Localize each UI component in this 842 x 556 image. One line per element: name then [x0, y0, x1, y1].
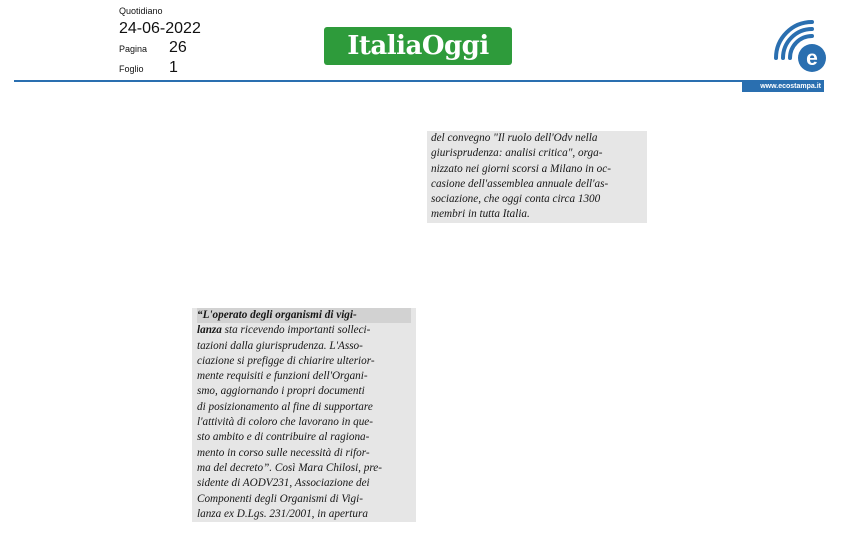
document-metadata	[119, 6, 201, 76]
quote-opening-bold: “L'operato degli organismi di vigi-	[197, 309, 357, 321]
text-line	[197, 323, 411, 338]
text-line: l'attività di coloro che lavorano in que-	[197, 416, 373, 429]
text-line: del convegno "Il ruolo dell'Odv nella	[431, 132, 598, 144]
page-value: 26	[169, 39, 187, 56]
text-line: membri in tutta Italia.	[431, 208, 530, 221]
newspaper-type-label: Quotidiano	[119, 6, 163, 16]
text-line: mento in corso sulle necessità di rifor-	[197, 446, 370, 459]
italiaoggi-logo	[324, 27, 512, 65]
sheet-value: 1	[169, 59, 178, 76]
text-line: sto ambito e di contribuire al ragiona-	[197, 431, 370, 444]
text-line: ciazione si prefigge di chiarire ulterior-	[197, 354, 375, 367]
text-line: mente requisiti e funzioni dell'Organi-	[197, 370, 368, 383]
text-line: sociazione, che oggi conta circa 1300	[431, 193, 601, 206]
text-line: nizzato nei giorni scorsi a Milano in oc-	[431, 162, 611, 175]
article-clip-top	[427, 131, 647, 223]
sheet-label: Foglio	[119, 64, 144, 74]
page-label: Pagina	[119, 44, 148, 54]
page-row	[119, 39, 187, 57]
ecostampa-url: www.ecostampa.it	[742, 82, 824, 92]
text-line: di posizionamento al fine di supportare	[197, 400, 373, 413]
text-line: lanza ex D.Lgs. 231/2001, in apertura	[197, 507, 368, 520]
text-line: casione dell'assemblea annuale dell'as-	[431, 177, 609, 190]
text-line: Componenti degli Organismi di Vigi-	[197, 492, 363, 505]
text-line-rest: sta ricevendo importanti solleci-	[221, 324, 371, 337]
text-line	[197, 308, 411, 323]
sheet-row	[119, 59, 178, 77]
quote-opening-bold-end: lanza	[197, 324, 222, 337]
text-line: ma del decreto”. Così Mara Chilosi, pre-	[197, 461, 382, 474]
svg-text:e: e	[806, 47, 818, 70]
logo-text: ItaliaOggi	[347, 31, 489, 61]
text-line: tazioni dalla giurisprudenza. L'Asso-	[197, 339, 363, 352]
publication-date: 24-06-2022	[119, 20, 201, 37]
text-line: sidente di AODV231, Associazione dei	[197, 477, 370, 490]
text-line: giurisprudenza: analisi critica", orga-	[431, 147, 603, 160]
ecostampa-e-wifi-icon	[772, 18, 828, 76]
article-clip-quote	[192, 308, 416, 522]
text-line: smo, aggiornando i propri documenti	[197, 385, 365, 398]
header-rule	[14, 80, 824, 82]
